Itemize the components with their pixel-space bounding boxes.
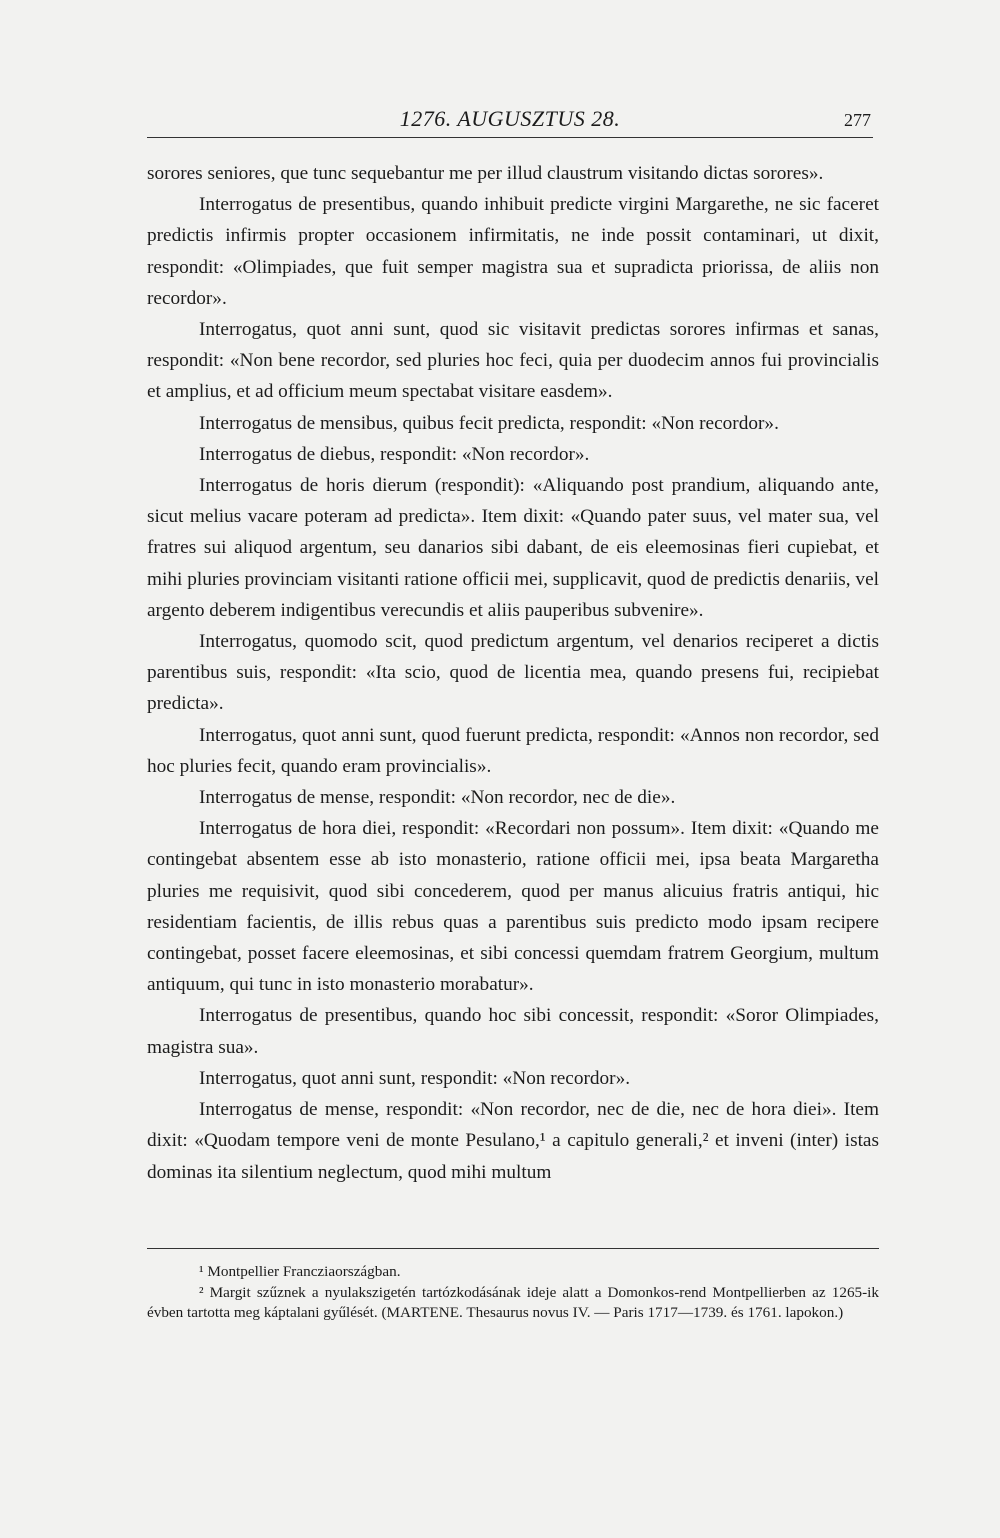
header-rule [147,137,873,138]
page-number: 277 [844,110,871,130]
paragraph: sorores seniores, que tunc sequebantur me per illud claustrum visitando dictas sorores». [147,163,824,184]
paragraph: Interrogatus de diebus, respondit: «Non recordor». [199,443,590,465]
running-header [147,104,873,144]
body-text [147,158,879,1188]
paragraph: Interrogatus de mensibus, quibus fecit predicta, respondit: «Non recordor». [199,412,779,434]
paragraph: Interrogatus de mense, respondit: «Non recordor, nec de die». [199,787,676,809]
paragraph: Interrogatus de presentibus, quando hoc sibi concessit, respondit: «Soror Olimpiades, magistra sua». [147,1005,879,1058]
footnotes [147,1262,879,1324]
footnote: ¹ Montpellier Francziaországban. [199,1263,401,1280]
paragraph: Interrogatus, quot anni sunt, quod sic visitavit predictas sorores infirmas et sanas, respondit: «Non bene recordor, sed pluries hoc feci, quia per duodecim annos fui provincialis et amplius, et ad officium meum spectabat visitare easdem». [147,319,879,403]
paragraph: Interrogatus de hora diei, respondit: «Recordari non possum». Item dixit: «Quando me contingebat absentem esse ab isto monasterio, ratione officii mei, ipsa beata Margaretha pluries me requisivit, quod sibi concederem, quod per manus alicuius fratris antiqui, hic residentiam facientis, de illis rebus quas a parentibus suis predicto modo ipsam recipere contingebat, posset facere eleemosinas, et sibi concessi quemdam fratrem Georgium, multum antiquum, qui tunc in isto monasterio morabatur». [147,818,879,996]
paragraph: Interrogatus de mense, respondit: «Non recordor, nec de die, nec de hora diei». Item dixit: «Quodam tempore veni de monte Pesulano,¹ a capitulo generali,² et inveni (inter) istas dominas ita silentium neglectum, quod mihi multum [147,1099,879,1183]
footnote: ² Margit szűznek a nyulakszigetén tartózkodásának ideje alatt a Domonkos-rend Montpellierben az 1265-ik évben tartotta meg káptalani gyűlését. (MARTENE. Thesaurus novus IV. — Paris 1717—1739. és 1761. lapokon.) [147,1283,879,1321]
paragraph: Interrogatus, quot anni sunt, respondit: «Non recordor». [199,1067,631,1089]
header-title: 1276. AUGUSZTUS 28. [399,106,621,131]
paragraph: Interrogatus de horis dierum (respondit): «Aliquando post prandium, aliquando ante, sicut melius vacare poteram ad predicta». Item dixit: «Quando pater suus, vel mater sua, vel fratres sui aliquod argentum, seu danarios sibi dabant, de eis eleemosinas fieri cupiebat, et mihi pluries provinciam visitanti ratione officii mei, supplicavit, quod de predictis denariis, vel argento deberem indigentibus verecundis et aliis pauperibus subvenire». [147,475,879,621]
footnote-rule [147,1248,879,1249]
paragraph: Interrogatus, quot anni sunt, quod fuerunt predicta, respondit: «Annos non recordor, sed hoc pluries fecit, quando eram provincialis». [147,724,879,777]
paragraph: Interrogatus, quomodo scit, quod predictum argentum, vel denarios reciperet a dictis parentibus suis, respondit: «Ita scio, quod de licentia mea, quando presens fui, recipiebat predicta». [147,631,879,715]
paragraph: Interrogatus de presentibus, quando inhibuit predicte virgini Margarethe, ne sic faceret predictis infirmis propter occasionem infirmitatis, ne inde possit contaminari, ut dixit, respondit: «Olimpiades, que fuit semper magistra sua et supradicta priorissa, de aliis non recordor». [147,194,879,309]
